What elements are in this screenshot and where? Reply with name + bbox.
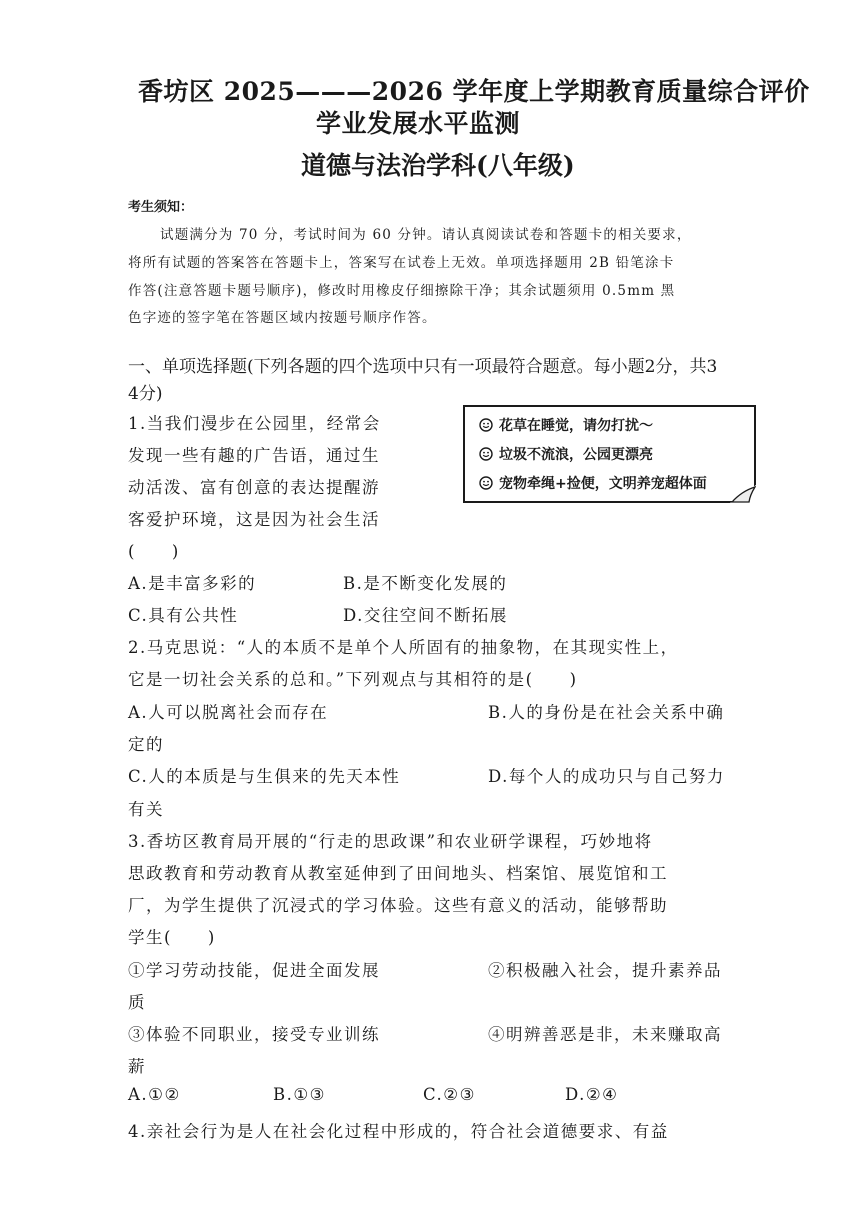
page-curl-icon — [730, 485, 756, 503]
q3-option-a: A.①② — [128, 1085, 181, 1104]
q3-stem-line: 思政教育和劳动教育从教室延伸到了田间地头、档案馆、展览馆和工 — [128, 864, 668, 883]
notice-line: 色字迹的签字笔在答题区域内按题号顺序作答。 — [128, 310, 437, 326]
q3-statement-4-cont: 薪 — [128, 1057, 146, 1076]
q2-stem-line: 2.马克思说：“人的本质不是单个人所固有的抽象物，在其现实性上， — [128, 638, 679, 657]
sign-text: 垃圾不流浪，公园更漂亮 — [499, 447, 653, 463]
q3-stem-line: 3.香坊区教育局开展的“行走的思政课”和农业研学课程，巧妙地将 — [128, 832, 653, 851]
q3-statement-1: ①学习劳动技能，促进全面发展 — [128, 961, 380, 980]
sign-text: 花草在睡觉，请勿打扰～ — [499, 418, 653, 434]
section-heading-cont: 4分) — [128, 384, 163, 404]
q3-statement-2: ②积极融入社会，提升素养品 — [488, 961, 722, 980]
smiley-icon — [479, 476, 493, 490]
q3-statement-4: ④明辨善恶是非，未来赚取高 — [488, 1025, 722, 1044]
sign-row — [479, 473, 707, 493]
q3-stem-line: 学生( ) — [128, 928, 216, 947]
q1-option-b: B.是不断变化发展的 — [343, 574, 508, 593]
park-sign-illustration — [463, 405, 756, 503]
q1-option-a: A.是丰富多彩的 — [128, 574, 257, 593]
q1-stem-line: 发现一些有趣的广告语，通过生 — [128, 446, 380, 465]
q2-option-c: C.人的本质是与生俱来的先天本性 — [128, 767, 401, 786]
q1-stem-line: 客爱护环境，这是因为社会生活 — [128, 510, 380, 529]
notice-line: 试题满分为 70 分，考试时间为 60 分钟。请认真阅读试卷和答题卡的相关要求， — [160, 227, 692, 243]
q1-answer-blank: ( ) — [128, 542, 180, 561]
q2-option-d-cont: 有关 — [128, 800, 164, 819]
q1-option-d: D.交往空间不断拓展 — [343, 606, 508, 625]
smiley-icon — [479, 447, 493, 461]
notice-heading: 考生须知： — [128, 200, 194, 215]
q1-stem-line: 1.当我们漫步在公园里，经常会 — [128, 414, 381, 433]
exam-title-line1: 香坊区 2025———2026 学年度上学期教育质量综合评价 — [138, 77, 810, 106]
sign-row — [479, 444, 653, 464]
exam-title-line2: 学业发展水平监测 — [316, 109, 521, 138]
sign-text: 宠物牵绳+捡便，文明养宠超体面 — [499, 476, 707, 492]
notice-line: 作答(注意答题卡题号顺序)，修改时用橡皮仔细擦除干净；其余试题须用 0.5mm 黑 — [128, 283, 676, 299]
q3-statement-2-cont: 质 — [128, 993, 146, 1012]
q3-statement-3: ③体验不同职业，接受专业训练 — [128, 1025, 380, 1044]
q2-option-d: D.每个人的成功只与自己努力 — [488, 767, 725, 786]
q1-stem-line: 动活泼、富有创意的表达提醒游 — [128, 478, 380, 497]
q2-option-b: B.人的身份是在社会关系中确 — [488, 703, 725, 722]
sign-row — [479, 415, 653, 435]
notice-line: 将所有试题的答案答在答题卡上，答案写在试卷上无效。单项选择题用 2B 铅笔涂卡 — [128, 255, 675, 271]
q4-stem-line: 4.亲社会行为是人在社会化过程中形成的，符合社会道德要求、有益 — [128, 1122, 669, 1141]
q3-option-c: C.②③ — [423, 1085, 476, 1104]
q2-option-a: A.人可以脱离社会而存在 — [128, 703, 329, 722]
section-heading: 一、单项选择题(下列各题的四个选项中只有一项最符合题意。每小题2分，共3 — [128, 357, 718, 377]
q1-option-c: C.具有公共性 — [128, 606, 239, 625]
subject-title: 道德与法治学科(八年级) — [301, 151, 575, 180]
q3-stem-line: 厂，为学生提供了沉浸式的学习体验。这些有意义的活动，能够帮助 — [128, 896, 668, 915]
q2-option-b-cont: 定的 — [128, 735, 164, 754]
smiley-icon — [479, 418, 493, 432]
q2-stem-line: 它是一切社会关系的总和。”下列观点与其相符的是( ) — [128, 670, 578, 689]
q3-option-d: D.②④ — [565, 1085, 619, 1104]
q3-option-b: B.①③ — [273, 1085, 326, 1104]
